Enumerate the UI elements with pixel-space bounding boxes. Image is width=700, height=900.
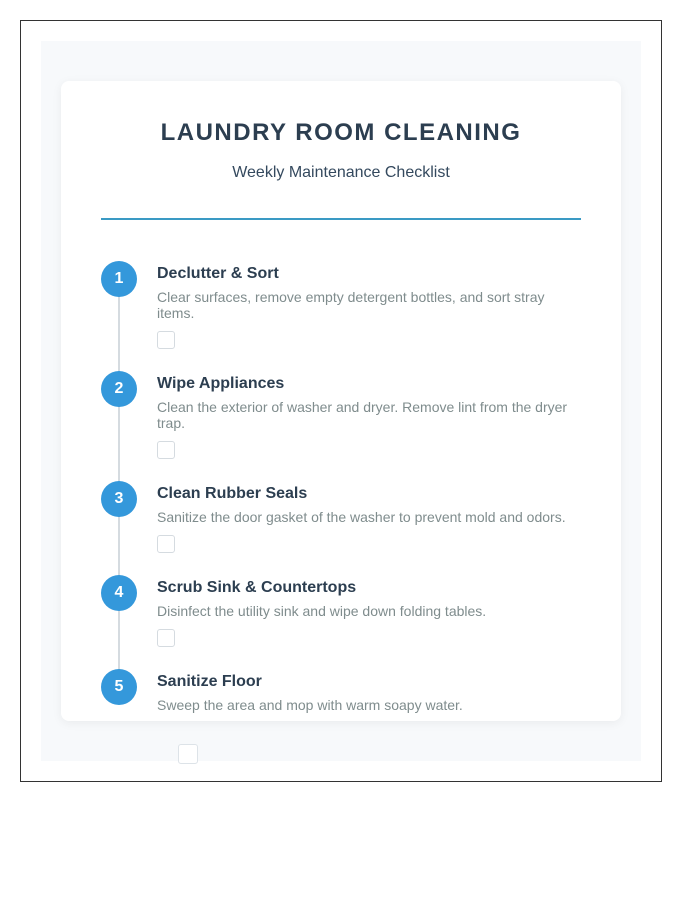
step-5-checkbox[interactable] xyxy=(178,744,198,764)
header-divider xyxy=(101,218,581,220)
page-frame xyxy=(20,20,662,782)
step-checkbox[interactable] xyxy=(157,441,175,459)
background-panel xyxy=(41,41,641,761)
page-subtitle: Weekly Maintenance Checklist xyxy=(232,164,450,181)
step-title: Sanitize Floor xyxy=(157,673,262,690)
step-checkbox[interactable] xyxy=(157,535,175,553)
step-title: Declutter & Sort xyxy=(157,265,279,282)
step-number-badge: 3 xyxy=(101,481,137,517)
checklist-card xyxy=(61,81,621,721)
step-description: Clear surfaces, remove empty detergent bottles, and sort stray items. xyxy=(157,289,545,321)
step-number-badge: 4 xyxy=(101,575,137,611)
step-number-badge: 1 xyxy=(101,261,137,297)
step-title: Wipe Appliances xyxy=(157,375,285,392)
step-title: Clean Rubber Seals xyxy=(157,485,308,502)
step-title: Scrub Sink & Countertops xyxy=(157,579,357,596)
step-number-badge: 2 xyxy=(101,371,137,407)
step-description: Disinfect the utility sink and wipe down folding tables. xyxy=(157,603,487,619)
step-description: Sweep the area and mop with warm soapy water. xyxy=(157,697,463,713)
step-description: Clean the exterior of washer and dryer. Remove lint from the dryer trap. xyxy=(157,399,568,431)
page-title: LAUNDRY ROOM CLEANING xyxy=(160,119,522,146)
step-checkbox[interactable] xyxy=(157,331,175,349)
step-number-badge: 5 xyxy=(101,669,137,705)
step-checkbox[interactable] xyxy=(157,629,175,647)
step-description: Sanitize the door gasket of the washer to prevent mold and odors. xyxy=(157,509,566,525)
